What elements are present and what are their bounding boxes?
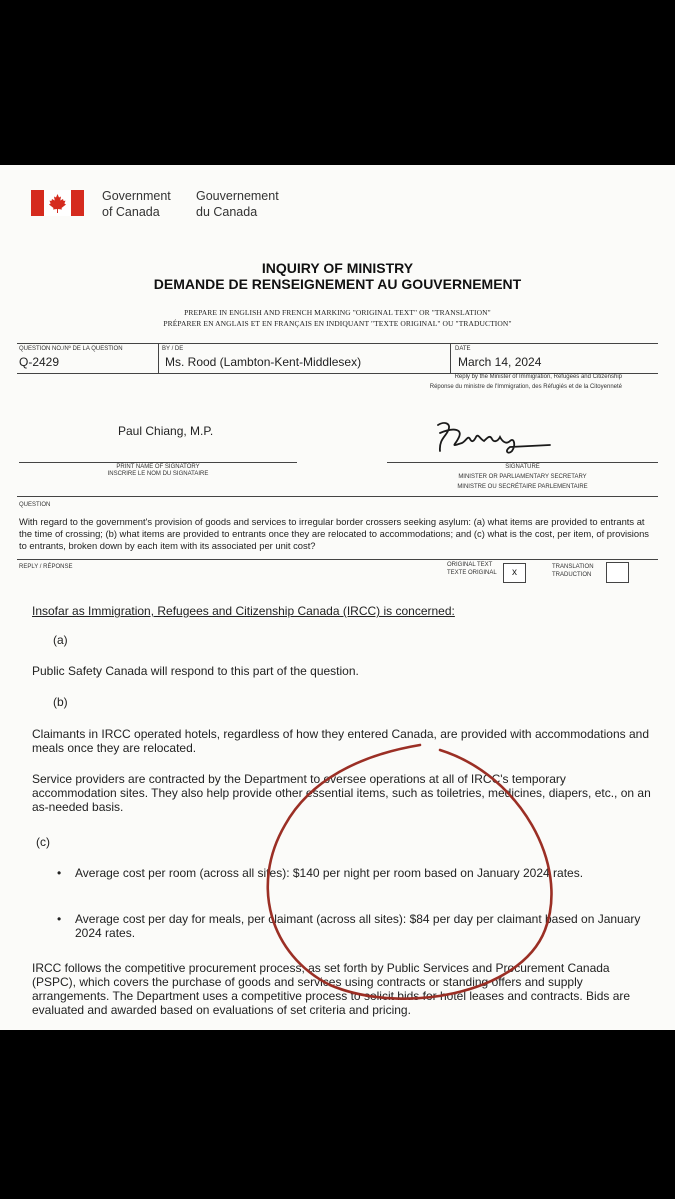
government-of-canada-wordmark <box>102 188 171 220</box>
print-name-label-en: PRINT NAME OF SIGNATORY <box>116 464 200 470</box>
question-no-label: QUESTION NO./Nº DE LA QUESTION <box>19 346 123 352</box>
handwritten-signature <box>430 415 560 460</box>
gov-fr-line1: Gouvernement <box>196 189 279 203</box>
form-rule-divider-1 <box>158 343 159 373</box>
document-title-en: INQUIRY OF MINISTRY <box>261 260 414 276</box>
reply-label: REPLY / RÉPONSE <box>19 564 73 570</box>
reply-by-en: Reply by the Minister of Immigration, Refugees and Citizenship <box>454 374 622 380</box>
document-title-fr: DEMANDE DE RENSEIGNEMENT AU GOUVERNEMENT <box>153 276 522 292</box>
date-label: DATE <box>455 346 471 352</box>
reply-by-fr: Réponse du ministre de l'Immigration, des Réfugiés et de la Citoyenneté <box>429 384 622 390</box>
question-rule-bottom <box>17 559 658 560</box>
gouvernement-du-canada-wordmark <box>196 188 279 220</box>
scanned-document <box>0 165 675 1030</box>
gov-fr-line2: du Canada <box>196 205 258 219</box>
gov-en-line2: of Canada <box>102 205 160 219</box>
answer-intro: Insofar as Immigration, Refugees and Citizenship Canada (IRCC) is concerned: <box>32 604 455 618</box>
instruction-en: PREPARE IN ENGLISH AND FRENCH MARKING "ORIGINAL TEXT" OR "TRANSLATION" <box>184 308 491 317</box>
part-c-label: (c) <box>36 835 50 849</box>
form-rule-top <box>17 343 658 344</box>
translation-label-fr: TRADUCTION <box>552 572 592 578</box>
bullet-dot-2: • <box>57 912 62 926</box>
bullet-meal-cost: Average cost per day for meals, per claimant (across all sites): $84 per day per claimant based on January 2024 rates. <box>75 912 641 940</box>
part-a-label: (a) <box>53 633 68 647</box>
closing-paragraph: IRCC follows the competitive procurement process, as set forth by Public Services and Procurement Canada (PSPC), which covers the purchase of goods and services using contracts or standing offers and supply arrangements. The Department uses a competitive process to solicit bids for hotel leases and contracts. Bids are evaluated and awarded based on evaluations of set criteria and pricing. <box>32 961 631 1017</box>
part-b-text: Claimants in IRCC operated hotels, regardless of how they entered Canada, are provided with accommodations and meals once they are relocated. <box>32 727 650 755</box>
bullet-dot-1: • <box>57 866 62 880</box>
date-value: March 14, 2024 <box>458 355 542 369</box>
gov-en-line1: Government <box>102 189 171 203</box>
part-b-text2: Service providers are contracted by the Department to oversee operations at all of IRCC's temporary accommodation sites. They also help provide other essential items, such as toiletries, medicines, diapers, etc., on an as-needed basis. <box>32 772 651 814</box>
question-label: QUESTION <box>19 502 51 508</box>
form-rule-divider-2 <box>450 343 451 373</box>
signature-label: SIGNATURE <box>505 464 540 470</box>
signature-title-en: MINISTER OR PARLIAMENTARY SECRETARY <box>458 474 587 480</box>
signature-line <box>387 462 658 463</box>
original-text-checkbox: x <box>503 563 526 583</box>
by-label: BY / DE <box>162 346 184 352</box>
part-b-label: (b) <box>53 695 68 709</box>
translation-checkbox <box>606 562 629 583</box>
signature-title-fr: MINISTRE OU SECRÉTAIRE PARLEMENTAIRE <box>457 484 588 490</box>
question-text: With regard to the government's provision of goods and services to irregular border crossers seeking asylum: (a) what items are provided to entrants at the time of crossing; (b) what items are provided to entrants once they are relocated to accommodations; and (c) what is the cost, per item, of provisions to entrants, broken down by each item with its associated per unit cost? <box>19 516 649 551</box>
bullet-room-cost: Average cost per room (across all sites): $140 per night per room based on January 2024 rates. <box>75 866 584 880</box>
part-a-text: Public Safety Canada will respond to this part of the question. <box>32 664 359 678</box>
question-no-value: Q-2429 <box>19 355 60 369</box>
question-rule-top <box>17 496 658 497</box>
by-value: Ms. Rood (Lambton-Kent-Middlesex) <box>165 355 362 369</box>
original-text-label-fr: TEXTE ORIGINAL <box>447 570 497 576</box>
annotation-circle <box>0 165 675 1030</box>
signatory-line <box>19 462 297 463</box>
canada-flag-icon <box>31 190 84 216</box>
signatory-name: Paul Chiang, M.P. <box>118 424 214 438</box>
original-text-label-en: ORIGINAL TEXT <box>447 562 493 568</box>
instruction-fr: PRÉPARER EN ANGLAIS ET EN FRANÇAIS EN INDIQUANT "TEXTE ORIGINAL" OU "TRADUCTION" <box>163 319 512 328</box>
translation-label-en: TRANSLATION <box>552 564 594 570</box>
print-name-label-fr: INSCRIRE LE NOM DU SIGNATAIRE <box>107 471 209 477</box>
